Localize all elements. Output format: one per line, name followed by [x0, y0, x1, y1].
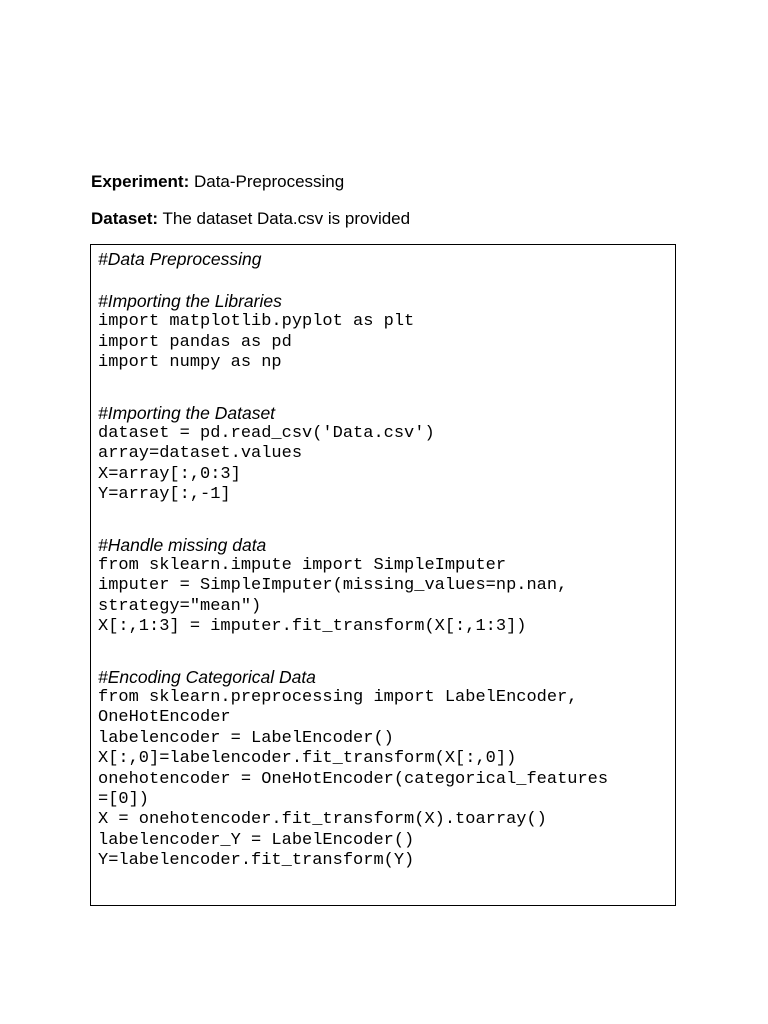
code-line: import pandas as pd [98, 332, 292, 352]
code-line: import matplotlib.pyplot as plt [98, 312, 415, 332]
code-line: strategy="mean") [98, 596, 262, 616]
blank-line [98, 374, 675, 394]
code-line: Y=labelencoder.fit_transform(Y) [98, 851, 415, 871]
code-line: X=array[:,0:3] [98, 464, 241, 484]
section-gap [98, 658, 675, 666]
code-comment: #Importing the Dataset [98, 403, 276, 423]
dataset-line [91, 209, 410, 229]
code-block [90, 244, 676, 906]
code-comment: #Handle missing data [98, 535, 267, 556]
code-line: imputer = SimpleImputer(missing_values=np.nan, [98, 576, 568, 596]
code-line: labelencoder_Y = LabelEncoder() [98, 830, 415, 850]
code-section-libraries [98, 290, 675, 373]
code-line: OneHotEncoder [98, 708, 231, 728]
code-line: dataset = pd.read_csv('Data.csv') [98, 424, 435, 443]
code-line: from sklearn.preprocessing import LabelEncoder, [98, 688, 578, 708]
code-title-comment: #Data Preprocessing [98, 249, 262, 269]
section-gap [98, 526, 675, 534]
code-line: import numpy as np [98, 353, 282, 373]
blank-line [98, 638, 675, 658]
dataset-value: The dataset Data.csv is provided [158, 209, 411, 228]
experiment-value: Data-Preprocessing [189, 172, 345, 191]
experiment-label: Experiment: [91, 172, 190, 191]
code-line: X[:,0]=labelencoder.fit_transform(X[:,0]) [98, 749, 517, 769]
experiment-line [91, 172, 344, 192]
code-line: X = onehotencoder.fit_transform(X).toarray() [98, 810, 547, 830]
code-line: onehotencoder = OneHotEncoder(categorical_features [98, 769, 609, 789]
code-section-categorical [98, 666, 675, 872]
code-line: array=dataset.values [98, 444, 303, 464]
blank-line [98, 270, 675, 290]
code-line: Y=array[:,-1] [98, 485, 231, 505]
code-line: labelencoder = LabelEncoder() [98, 728, 394, 748]
code-section-missing-data [98, 534, 675, 638]
code-comment: #Importing the Libraries [98, 291, 282, 312]
code-line: =[0]) [98, 790, 150, 810]
code-line: X[:,1:3] = imputer.fit_transform(X[:,1:3]) [98, 617, 527, 637]
code-comment: #Encoding Categorical Data [98, 667, 316, 688]
section-gap [98, 394, 675, 402]
blank-line [98, 506, 675, 526]
code-line: from sklearn.impute import SimpleImputer [98, 556, 507, 576]
dataset-label: Dataset: [91, 209, 159, 228]
code-section-dataset [98, 402, 675, 506]
